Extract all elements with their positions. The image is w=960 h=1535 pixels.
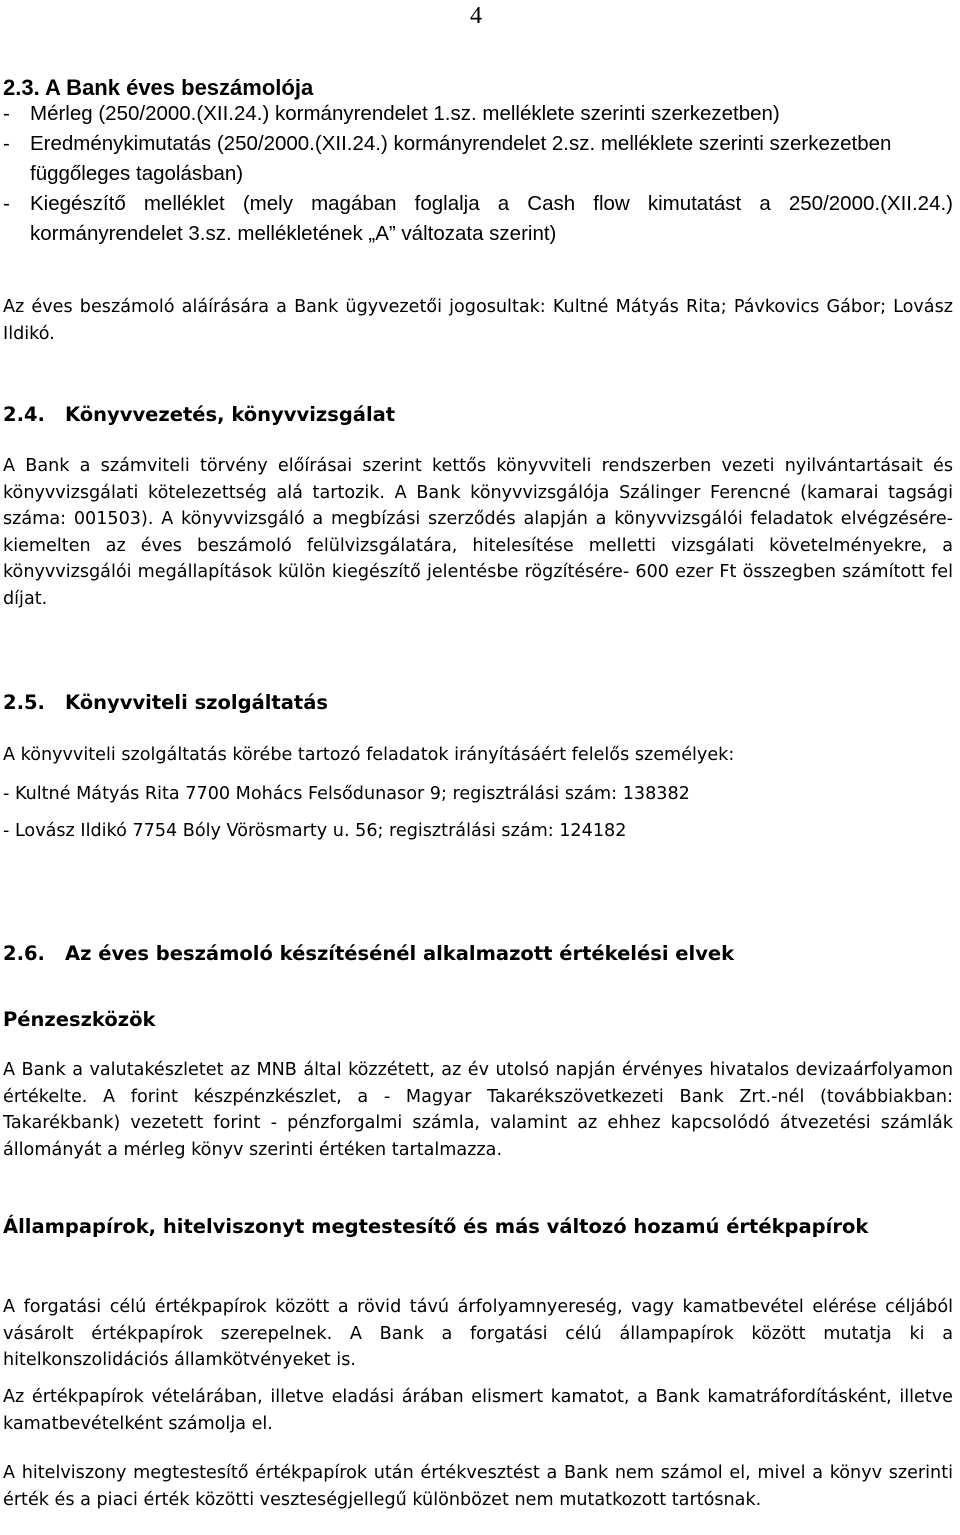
section-number: 2.4. [3,403,45,426]
section-2-4-paragraph: A Bank a számviteli törvény előírásai szerint kettős könyvviteli rendszerben vezeti nyilvántartásait és könyvvizsgálati kötelezettség alá tartozik. A Bank könyvvizsgálója Szálinger Ferencné (kamarai tagsági száma: 001503). A könyvvizsgáló a megbízási szerződés alapján a könyvvizsgálói feladatok elvégzésére- kiemelten az éves beszámoló felülvizsgálatára, hitelesítése melletti vizsgálati követelményekre, a könyvvizsgálói megállapítások külön kiegészítő jelentésbe rögzítésére- 600 ezer Ft összegben számított fel díjat. [3,456,953,609]
section-2-5-heading [3,689,943,717]
section-2-4-heading [3,401,943,429]
section-title: Az éves beszámoló készítésénél alkalmazott értékelési elvek [65,942,735,965]
person-item: - Lovász Ildikó 7754 Bóly Vörösmarty u. 56; regisztrálási szám: 124182 [3,821,627,841]
bullet-dash: - [3,132,10,155]
allampapirok-paragraph: A hitelviszony megtestesítő értékpapírok után értékvesztést a Bank nem számol el, mivel a könyv szerinti érték és a piaci érték közötti veszteségjellegű különbözet nem mutatkozott tartósnak. [3,1463,953,1510]
page-number: 4 [470,3,482,29]
section-number: 2.5. [3,691,45,714]
section-2-3-heading: 2.3. A Bank éves beszámolója [3,75,314,100]
bullet-list-item [3,99,953,129]
bullet-text: Eredménykimutatás (250/2000.(XII.24.) kormányrendelet 2.sz. melléklete szerinti szerkezetben függőleges tagolásban) [30,132,892,185]
signatories-paragraph: Az éves beszámoló aláírására a Bank ügyvezetői jogosultak: Kultné Mátyás Rita; Pávkovics Gábor; Lovász Ildikó. [3,297,953,344]
bullet-text: Kiegészítő melléklet (mely magában foglalja a Cash flow kimutatást a 250/2000.(XII.24.) kormányrendelet 3.sz. mellékletének „A” változata szerint) [30,192,953,245]
bullet-text: Mérleg (250/2000.(XII.24.) kormányrendelet 1.sz. melléklete szerinti szerkezetben) [30,102,780,125]
section-2-3-bullets [3,99,953,249]
section-title: Könyvviteli szolgáltatás [65,691,328,714]
bullet-list-item [3,129,953,189]
section-2-5-intro: A könyvviteli szolgáltatás körébe tartozó feladatok irányításáért felelős személyek: [3,745,735,765]
penzeszkozok-paragraph: A Bank a valutakészletet az MNB által közzétett, az év utolsó napján érvényes hivatalos devizaárfolyamon értékelte. A forint készpénzkészlet, a - Magyar Takarékszövetkezeti Bank Zrt.-nél (továbbiakban: Takarékbank) vezetett forint - pénzforgalmi számla, valamint az ehhez kapcsolódó átvezetési számlák állományát a mérleg könyv szerinti értéken tartalmazza. [3,1060,953,1160]
person-item: - Kultné Mátyás Rita 7700 Mohács Felsődunasor 9; regisztrálási szám: 138382 [3,784,690,804]
allampapirok-paragraph: Az értékpapírok vételárában, illetve eladási árában elismert kamatot, a Bank kamatráfordításként, illetve kamatbevételként számolja el. [3,1387,953,1434]
allampapirok-heading: Állampapírok, hitelviszonyt megtestesítő és más változó hozamú értékpapírok [3,1215,869,1238]
section-title: Könyvvezetés, könyvvizsgálat [65,403,396,426]
section-number: 2.6. [3,942,45,965]
bullet-list-item [3,189,953,249]
section-2-6-heading [3,940,953,968]
allampapirok-paragraph: A forgatási célú értékpapírok között a rövid távú árfolyamnyereség, vagy kamatbevétel elérése céljából vásárolt értékpapírok szerepelnek. A Bank a forgatási célú állampapírok között mutatja ki a hitelkonszolidációs államkötvényeket is. [3,1297,953,1370]
bullet-dash: - [3,102,10,125]
penzeszkozok-heading: Pénzeszközök [3,1008,156,1031]
bullet-dash: - [3,192,10,215]
